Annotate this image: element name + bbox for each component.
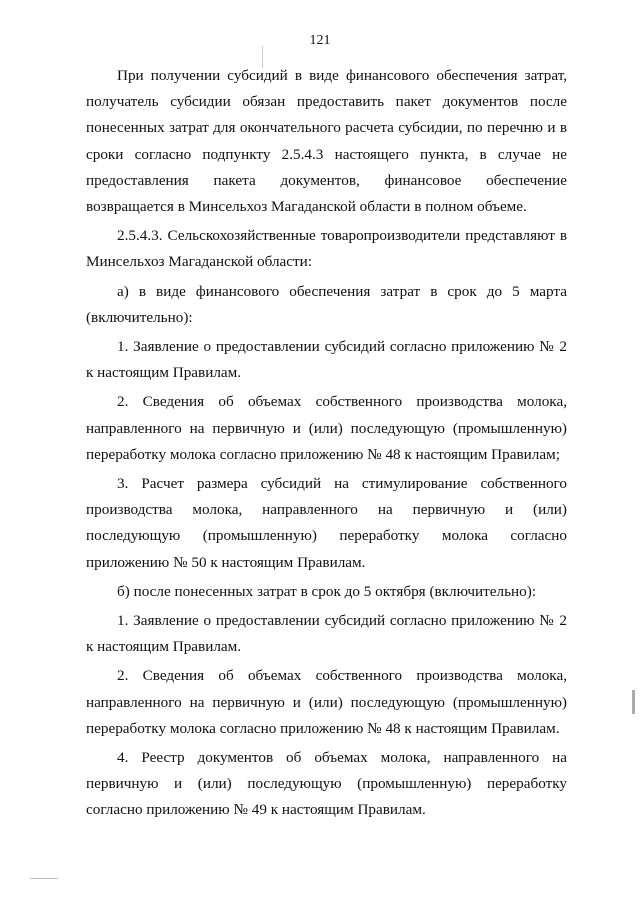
paragraph-financial-provision: При получении субсидий в виде финансового обеспечения затрат, получатель субсидии обязан предоставить пакет документов после понесенных затрат для окончательного расчета субсидии, по перечню и в сроки согласно подпункту 2.5.4.3 настоящего пункта, в случае не предоставления пакета документов, финансовое обеспечение возвращается в Минсельхоз Магаданской области в полном объеме. [86, 67, 567, 216]
scan-artifact-bottom [30, 878, 58, 879]
paragraph-item-a: а) в виде финансового обеспечения затрат в срок до 5 марта (включительно): [86, 282, 567, 326]
paragraph-b-2: 2. Сведения об объемах собственного производства молока, направленного на первичную и (или) последующую (промышленную) переработку молока согласно приложению № 48 к настоящим Правилам. [86, 667, 567, 737]
page-number: 121 [309, 33, 331, 48]
paragraph-a-2: 2. Сведения об объемах собственного производства молока, направленного на первичную и (или) последующую (промышленную) переработку молока согласно приложению № 48 к настоящим Правилам; [86, 393, 567, 463]
paragraph-b-1: 1. Заявление о предоставлении субсидий согласно приложению № 2 к настоящим Правилам. [86, 612, 567, 656]
scan-artifact-top [262, 46, 263, 68]
scan-artifact-right [632, 690, 635, 714]
paragraph-2-5-4-3: 2.5.4.3. Сельскохозяйственные товаропроизводители представляют в Минсельхоз Магаданской области: [86, 227, 567, 271]
paragraph-b-4: 4. Реестр документов об объемах молока, направленного на первичную и (или) последующую (промышленную) переработку согласно приложению № 49 к настоящим Правилам. [86, 749, 567, 819]
paragraph-item-b: б) после понесенных затрат в срок до 5 октября (включительно): [117, 582, 537, 600]
document-body [86, 63, 567, 827]
paragraph-a-3: 3. Расчет размера субсидий на стимулирование собственного производства молока, направленного на первичную и (или) последующую (промышленную) переработку молока согласно приложению № 50 к настоящим Правилам. [86, 475, 567, 571]
paragraph-a-1: 1. Заявление о предоставлении субсидий согласно приложению № 2 к настоящим Правилам. [86, 338, 567, 382]
